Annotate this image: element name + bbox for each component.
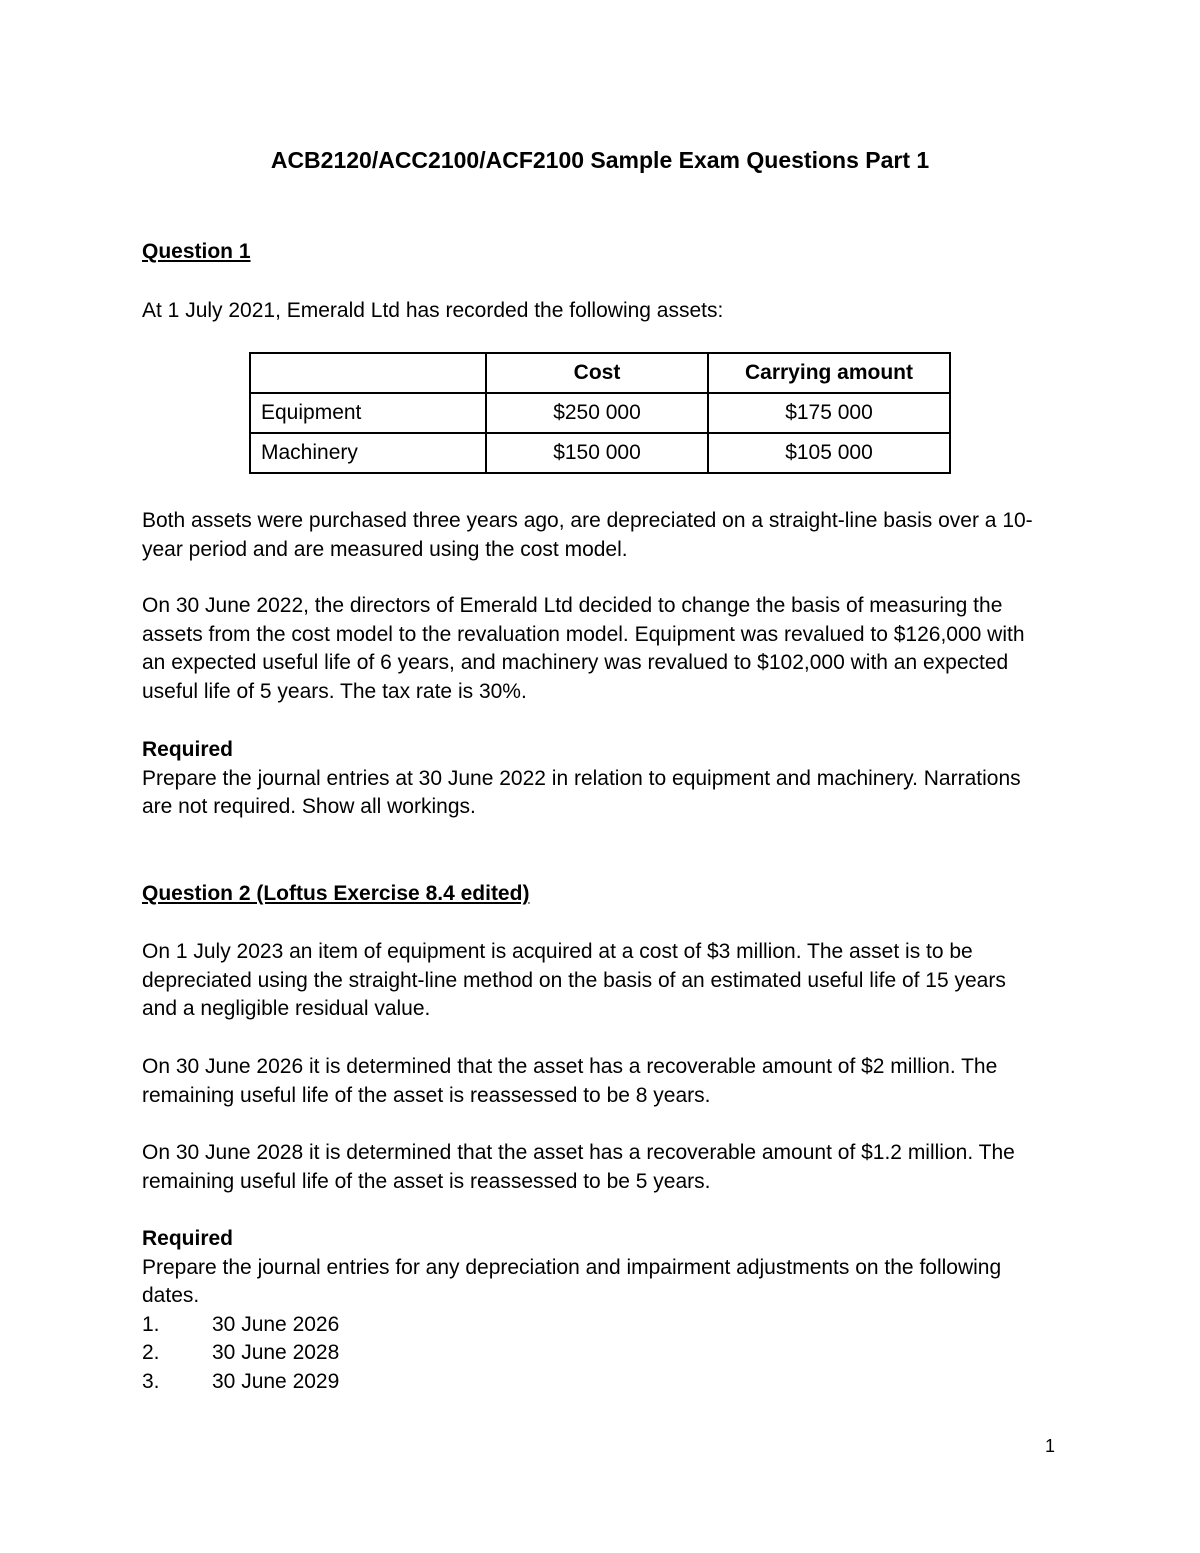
question-1-intro: At 1 July 2021, Emerald Ltd has recorded the following assets: [142, 299, 724, 322]
question-2-paragraph-2 [142, 1053, 1072, 1110]
question-2-paragraph-1 [142, 938, 1072, 1024]
list-number: 2. [142, 1341, 160, 1364]
list-date: 30 June 2028 [212, 1341, 340, 1364]
text-line: Both assets were purchased three years ago, are depreciated on a straight-line basis over a 10- [142, 509, 1033, 532]
question-1-paragraph-2 [142, 592, 1072, 706]
table-cell-cost: $150 000 [486, 433, 708, 473]
page-title: ACB2120/ACC2100/ACF2100 Sample Exam Questions Part 1 [270, 147, 930, 173]
question-2-paragraph-3 [142, 1139, 1072, 1196]
required-label: Required [142, 738, 234, 761]
text-line: year period and are measured using the cost model. [142, 537, 628, 561]
required-label: Required [142, 1227, 234, 1250]
list-number: 1. [142, 1312, 160, 1336]
list-date: 30 June 2026 [212, 1312, 340, 1336]
text-line: assets from the cost model to the revaluation model. Equipment was revalued to $126,000 with [142, 622, 1025, 646]
question-1-paragraph-1 [142, 507, 1072, 564]
table-cell-carrying: $175 000 [708, 393, 950, 433]
list-date: 30 June 2029 [212, 1369, 340, 1393]
text-line: dates. [142, 1284, 200, 1307]
table-header-carrying: Carrying amount [708, 353, 950, 393]
text-line: Prepare the journal entries at 30 June 2022 in relation to equipment and machinery. Narrations [142, 766, 1021, 790]
table-cell-asset: Machinery [250, 433, 486, 473]
table-header-blank [250, 353, 486, 393]
text-line: an expected useful life of 6 years, and machinery was revalued to $102,000 with an expected [142, 651, 1009, 674]
text-line: On 30 June 2028 it is determined that the asset has a recoverable amount of $1.2 million. The [142, 1141, 1015, 1164]
question-2-required [142, 1225, 1072, 1396]
text-line: On 30 June 2026 it is determined that the asset has a recoverable amount of $2 million. The [142, 1055, 998, 1078]
list-item [142, 1368, 1072, 1397]
text-line: On 1 July 2023 an item of equipment is acquired at a cost of $3 million. The asset is to be [142, 940, 973, 963]
text-line: Prepare the journal entries for any depreciation and impairment adjustments on the following [142, 1255, 1002, 1279]
table-cell-cost: $250 000 [486, 393, 708, 433]
text-line: remaining useful life of the asset is reassessed to be 8 years. [142, 1083, 711, 1107]
text-line: useful life of 5 years. The tax rate is 30%. [142, 679, 527, 703]
question-1-heading [142, 238, 1072, 267]
text-line: and a negligible residual value. [142, 997, 431, 1020]
table-header-row [250, 353, 950, 393]
page-number: 1 [1045, 1436, 1056, 1456]
table-cell-carrying: $105 000 [708, 433, 950, 473]
list-number: 3. [142, 1369, 160, 1393]
assets-table [249, 352, 951, 474]
table-row [250, 393, 950, 433]
question-2-title: Question 2 (Loftus Exercise 8.4 edited) [142, 882, 530, 905]
list-item [142, 1311, 1072, 1340]
question-2-heading [142, 880, 1072, 909]
question-1-required [142, 736, 1072, 822]
text-line: depreciated using the straight-line method on the basis of an estimated useful life of 15 years [142, 968, 1006, 992]
text-line: On 30 June 2022, the directors of Emerald Ltd decided to change the basis of measuring the [142, 594, 1003, 617]
text-line: remaining useful life of the asset is reassessed to be 5 years. [142, 1169, 711, 1193]
list-item [142, 1339, 1072, 1368]
table-row [250, 433, 950, 473]
question-1-title: Question 1 [142, 240, 251, 263]
table-header-cost: Cost [486, 353, 708, 393]
table-cell-asset: Equipment [250, 393, 486, 433]
text-line: are not required. Show all workings. [142, 795, 476, 818]
